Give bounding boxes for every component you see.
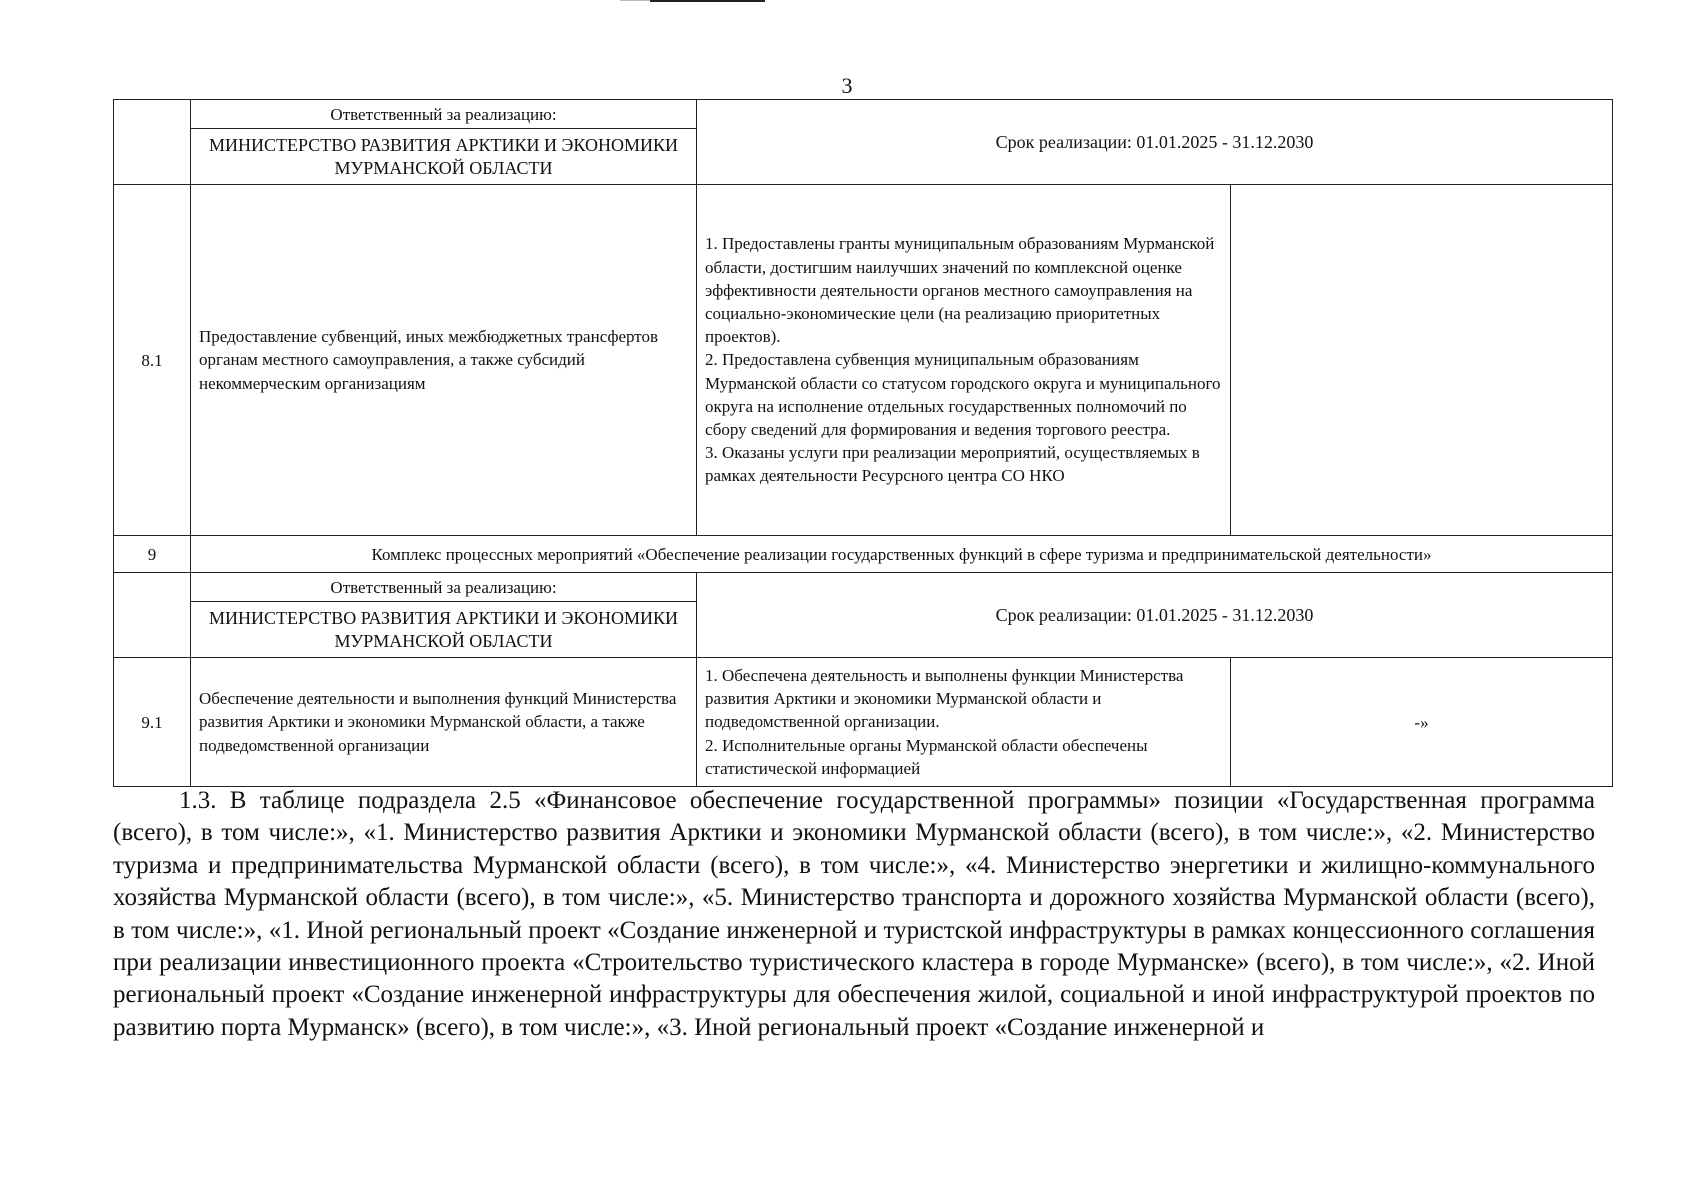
row-8-1-task: Предоставление субвенций, иных межбюджетных трансфертов органам местного самоуправления, а также субсидий некоммерческим организациям	[191, 185, 697, 536]
block8-responsible-label: Ответственный за реализацию:	[191, 100, 697, 129]
table-row	[114, 658, 1613, 787]
row-8-1-result-1: 1. Предоставлены гранты муниципальным образованиям Мурманской области, достигшим наилучших значений по комплексной оценке эффективности деятельности органов местного самоуправления на социально-экономические цели (на реализацию приоритетных проектов).	[705, 234, 1215, 347]
table-row	[114, 536, 1613, 573]
row-8-1-result-3: 3. Оказаны услуги при реализации мероприятий, осуществляемых в рамках деятельности Ресурсного центра СО НКО	[705, 443, 1200, 486]
row-9-1-result-2: 2. Исполнительные органы Мурманской области обеспечены статистической информацией	[705, 735, 1148, 778]
paragraph-1-3: 1.3. В таблице подраздела 2.5 «Финансовое обеспечение государственной программы» позиции «Государственная программа (всего), в том числе:», «1. Министерство развития Арктики и экономики Мурманской области (всего), в том числе:», «2. Министерство туризма и предпринимательства Мурманской области (всего), в том числе:», «4. Министерство энергетики и жилищно-коммунального хозяйства Мурманской области (всего), в том числе:», «5. Министерство транспорта и дорожного хозяйства Мурманской области (всего), в том числе:», «1. Иной региональный проект «Создание инженерной и туристской инфраструктуры в рамках концессионного соглашения при реализации инвестиционного проекта «Строительство туристического кластера в городе Мурманске» (всего), в том числе:», «2. Иной региональный проект «Создание инженерной инфраструктуры для обеспечения жилой, социальной и иной инфраструктурой проектов по развитию порта Мурманск» (всего), в том числе:», «3. Иной региональный проект «Создание инженерной и	[113, 787, 1595, 1041]
block8-responsible-row	[114, 100, 1613, 129]
block9-responsible-row	[114, 573, 1613, 602]
row-9-title: Комплекс процессных мероприятий «Обеспечение реализации государственных функций в сфере туризма и предпринимательской деятельности»	[191, 536, 1613, 573]
row-8-1-indicator	[1231, 185, 1613, 536]
row-9-num: 9	[114, 536, 191, 573]
block9-responsible-label: Ответственный за реализацию:	[191, 573, 697, 602]
block9-ministry: МИНИСТЕРСТВО РАЗВИТИЯ АРКТИКИ И ЭКОНОМИКИ МУРМАНСКОЙ ОБЛАСТИ	[191, 602, 697, 658]
block9-term: Срок реализации: 01.01.2025 - 31.12.2030	[697, 573, 1613, 658]
header-rule-thin	[620, 0, 650, 1]
row-9-1-num: 9.1	[114, 658, 191, 787]
header-rule	[650, 0, 765, 2]
table-row	[114, 185, 1613, 536]
page-number-text: 3	[841, 73, 853, 98]
row-9-1-task: Обеспечение деятельности и выполнения функций Министерства развития Арктики и экономики Мурманской области, а также подведомственной организации	[191, 658, 697, 787]
page-number	[0, 74, 1698, 98]
row-9-1-results	[697, 658, 1231, 787]
program-table	[113, 99, 1613, 787]
block8-term: Срок реализации: 01.01.2025 - 31.12.2030	[697, 100, 1613, 185]
block8-ministry: МИНИСТЕРСТВО РАЗВИТИЯ АРКТИКИ И ЭКОНОМИКИ МУРМАНСКОЙ ОБЛАСТИ	[191, 129, 697, 185]
block9-empty-num	[114, 573, 191, 658]
row-8-1-results	[697, 185, 1231, 536]
row-9-1-result-1: 1. Обеспечена деятельность и выполнены функции Министерства развития Арктики и экономики Мурманской области и подведомственной организации.	[705, 665, 1184, 732]
block8-empty-num	[114, 100, 191, 185]
row-8-1-result-2: 2. Предоставлена субвенция муниципальным образованиям Мурманской области со статусом городского округа и муниципального округа на исполнение отдельных государственных полномочий по сбору сведений для формирования и ведения торгового реестра.	[705, 350, 1221, 439]
row-8-1-num: 8.1	[114, 185, 191, 536]
row-9-1-indicator: -»	[1231, 658, 1613, 787]
